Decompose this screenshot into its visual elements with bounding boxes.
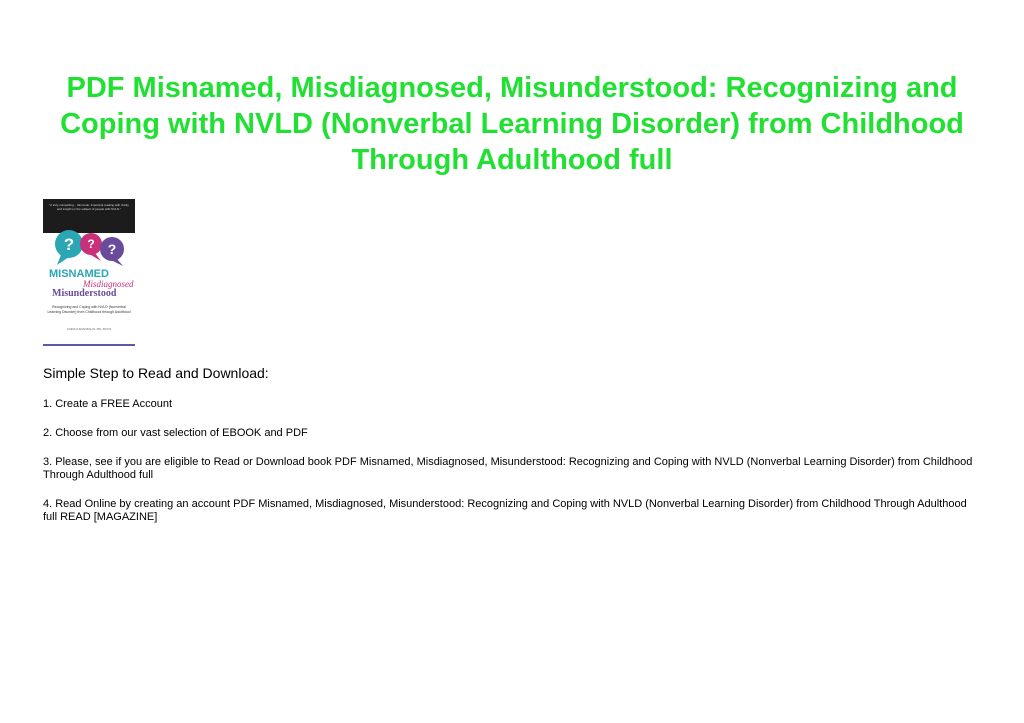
question-mark-magenta: ? <box>87 237 95 251</box>
question-mark-teal: ? <box>63 235 75 254</box>
speech-bubbles-icon <box>43 199 135 269</box>
book-cover-image <box>43 199 135 346</box>
document-title: PDF Misnamed, Misdiagnosed, Misunderstood: Recognizing and Coping with NVLD (Nonverbal Learning Disorder) from Childhood Through Adulthood full <box>60 72 964 176</box>
cover-quote: "A truly compelling... this book: important reading with clarity and insight on the subject of people with NVLD." <box>49 203 129 211</box>
step-3: 3. Please, see if you are eligible to Read or Download book PDF Misnamed, Misdiagnosed, Misunderstood: Recognizing and Coping with NVLD (Nonverbal Learning Disorder) from Childhood Through Adulthood full <box>43 456 973 481</box>
cover-misunderstood: Misunderstood <box>52 288 117 299</box>
download-instructions <box>43 365 973 540</box>
cover-subtitle: Recognizing and Coping with NVLD (Nonverbal Learning Disorder) from Childhood through Adulthood <box>47 305 131 314</box>
cover-misnamed: MISNAMED <box>49 268 109 280</box>
cover-bottom-line <box>43 344 135 346</box>
step-2: 2. Choose from our vast selection of EBOOK and PDF <box>43 427 308 439</box>
steps-heading: Simple Step to Read and Download: <box>43 365 269 381</box>
cover-author: LINDA KARANZALIS, MS, BCCS <box>66 327 112 331</box>
cover-misdiagnosed: Misdiagnosed <box>83 279 134 289</box>
step-4: 4. Read Online by creating an account PDF Misnamed, Misdiagnosed, Misunderstood: Recognizing and Coping with NVLD (Nonverbal Learning Disorder) from Childhood Through Adulthood full READ [MAGAZINE] <box>43 498 967 523</box>
step-1: 1. Create a FREE Account <box>43 398 173 410</box>
question-mark-purple: ? <box>107 241 117 257</box>
